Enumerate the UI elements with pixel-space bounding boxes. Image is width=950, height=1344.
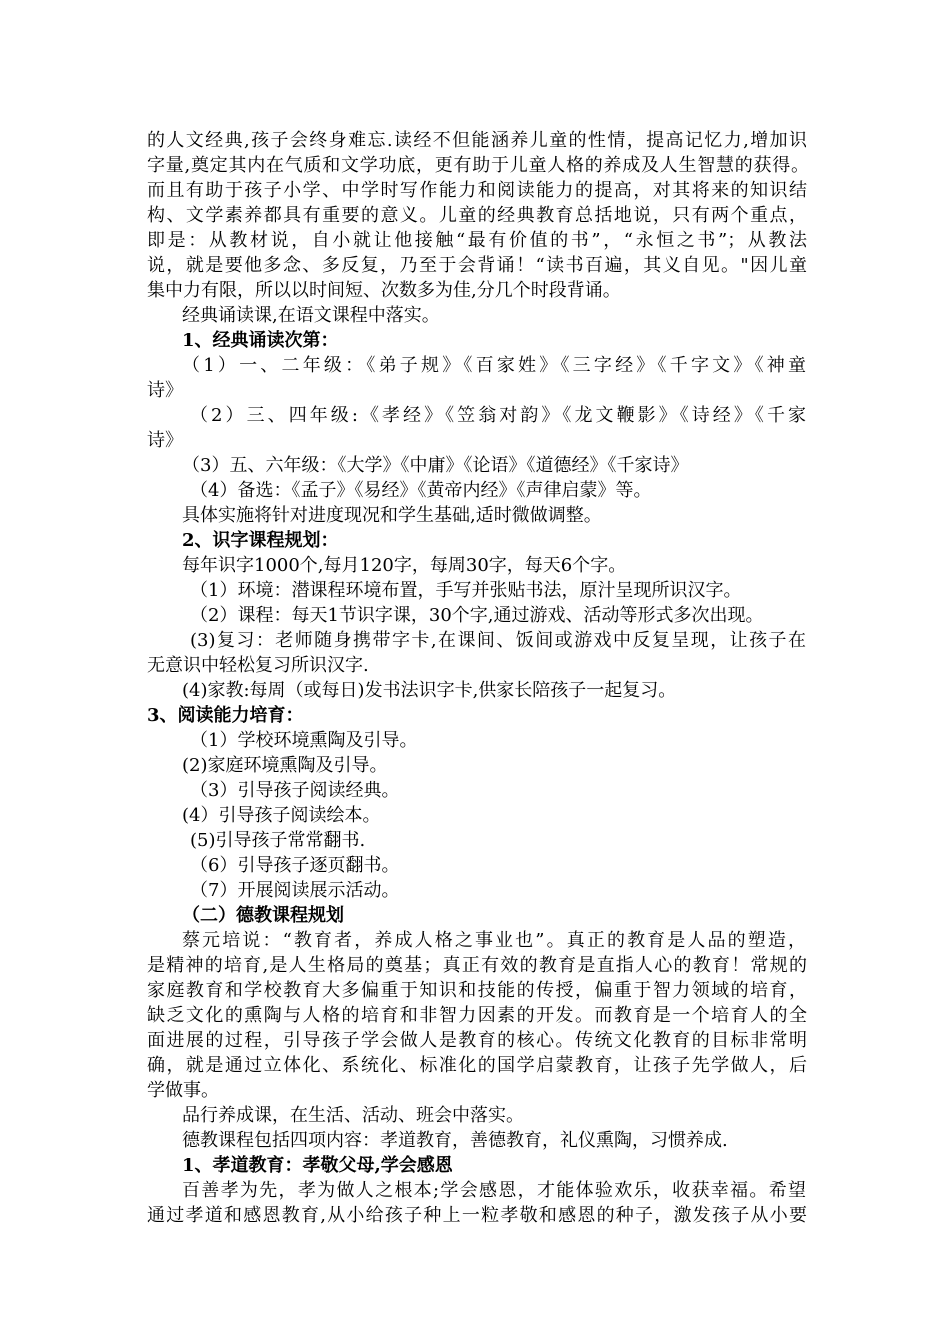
text-line: 无意识中轻松复习所识汉字. — [147, 655, 369, 676]
text-line: （7）开展阅读展示活动。 — [190, 880, 400, 901]
text-line: 面进展的过程，引导孩子学会做人是教育的核心。传统文化教育的目标非常明 — [147, 1030, 807, 1051]
text-line: 每年识字1000个,每月120字，每周30字，每天6个字。 — [182, 555, 627, 576]
text-line: 的人文经典,孩子会终身难忘.读经不但能涵养儿童的性情，提高记忆力,增加识 — [147, 130, 807, 151]
text-line: (2)家庭环境熏陶及引导。 — [182, 755, 388, 776]
text-line: 确，就是通过立体化、系统化、标准化的国学启蒙教育，让孩子先学做人，后 — [147, 1055, 807, 1076]
text-line: 缺乏文化的熏陶与人格的培育和非智力因素的开发。而教育是一个培育人的全 — [147, 1005, 807, 1026]
text-line: 蔡元培说：“教育者，养成人格之事业也”。真正的教育是人品的塑造， — [182, 930, 806, 951]
text-line: （1）环境：潜课程环境布置，手写并张贴书法，原汁呈现所识汉字。 — [190, 580, 742, 601]
text-line: 而且有助于孩子小学、中学时写作能力和阅读能力的提高，对其将来的知识结 — [147, 180, 807, 201]
text-line: 通过孝道和感恩教育,从小给孩子种上一粒孝敬和感恩的种子，激发孩子从小要 — [147, 1205, 807, 1226]
section-heading: 2、识字课程规划： — [182, 530, 339, 551]
text-line: (5)引导孩子常常翻书. — [190, 830, 366, 851]
text-line: （1）一、二年级：《弟子规》《百家姓》《三字经》《千字文》《神童 — [182, 355, 806, 376]
text-line: （3）五、六年级：《大学》《中庸》《论语》《道德经》《千家诗》 — [182, 455, 689, 476]
text-line: 百善孝为先，孝为做人之根本;学会感恩，才能体验欢乐，收获幸福。希望 — [182, 1180, 806, 1201]
text-line: 经典诵读课,在语文课程中落实。 — [182, 305, 440, 326]
text-line: (4)家教:每周（或每日)发书法识字卡,供家长陪孩子一起复习。 — [182, 680, 677, 701]
text-line: （1）学校环境熏陶及引导。 — [190, 730, 418, 751]
text-line: （2）三、四年级:《孝经》《笠翁对韵》《龙文鞭影》《诗经》《千家 — [190, 405, 806, 426]
text-line: 德教课程包括四项内容：孝道教育，善德教育，礼仪熏陶，习惯养成. — [182, 1130, 728, 1151]
section-heading: （二）德教课程规划 — [182, 905, 344, 926]
section-heading: 3、阅读能力培育： — [147, 705, 304, 726]
text-line: 是精神的培育,是人生格局的奠基；真正有效的教育是直指人心的教育！常规的 — [147, 955, 807, 976]
text-line: 具体实施将针对进度现况和学生基础,适时微做调整。 — [182, 505, 602, 526]
text-line: 家庭教育和学校教育大多偏重于知识和技能的传授，偏重于智力领域的培育， — [147, 980, 807, 1001]
section-heading: 1、孝道教育：孝敬父母,学会感恩 — [182, 1155, 453, 1176]
text-line: 诗》 — [147, 430, 183, 451]
section-heading: 1、经典诵读次第： — [182, 330, 339, 351]
text-line: 品行养成课，在生活、活动、班会中落实。 — [182, 1105, 524, 1126]
text-line: (3)复习：老师随身携带字卡,在课间、饭间或游戏中反复呈现，让孩子在 — [190, 630, 806, 651]
text-line: 诗》 — [147, 380, 183, 401]
text-line: （2）课程：每天1节识字课，30个字,通过游戏、活动等形式多次出现。 — [190, 605, 764, 626]
text-line: 集中力有限，所以以时间短、次数多为佳,分几个时段背诵。 — [147, 280, 621, 301]
text-line: 即是：从教材说，自小就让他接触“最有价值的书”，“永恒之书”；从教法 — [147, 230, 807, 251]
text-line: 字量,奠定其内在气质和文学功底，更有助于儿童人格的养成及人生智慧的获得。 — [147, 155, 809, 176]
text-line: 学做事。 — [147, 1080, 219, 1101]
text-line: （4）备选：《孟子》《易经》《黄帝内经》《声律启蒙》等。 — [190, 480, 652, 501]
text-line: （3）引导孩子阅读经典。 — [190, 780, 400, 801]
text-line: (4）引导孩子阅读绘本。 — [182, 805, 381, 826]
text-line: 构、文学素养都具有重要的意义。儿童的经典教育总括地说，只有两个重点， — [147, 205, 807, 226]
text-line: 说，就是要他多念、多反复，乃至于会背诵！“读书百遍，其义自见。"因儿童 — [147, 255, 807, 276]
text-line: （6）引导孩子逐页翻书。 — [190, 855, 400, 876]
